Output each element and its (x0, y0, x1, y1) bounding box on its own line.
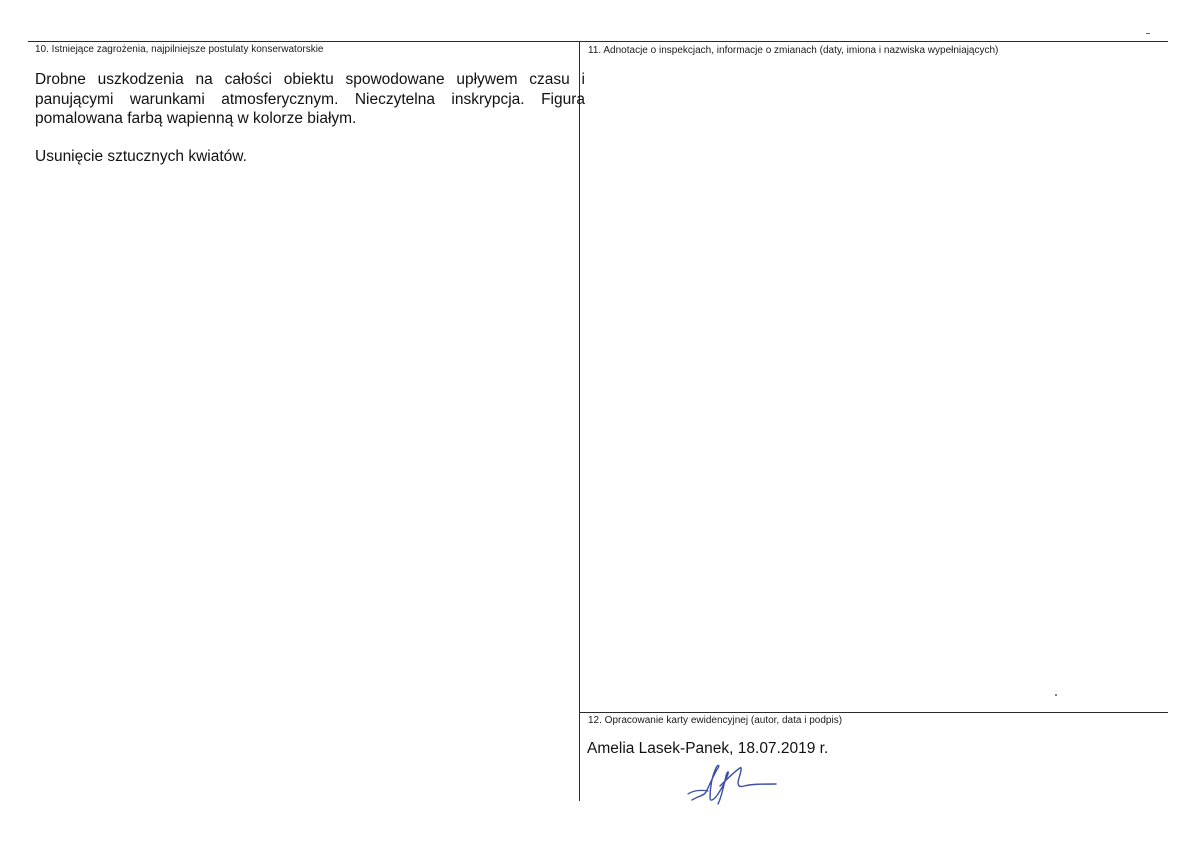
column-divider-line (579, 41, 580, 801)
section-10-paragraph: Drobne uszkodzenia na całości obiektu spowodowane upływem czasu i panującymi warunkami atmosferycznym. Nieczytelna inskrypcja. Figura pomalowana farbą wapienną w kolorze białym. (35, 71, 585, 127)
scan-speck (1055, 694, 1057, 696)
section-12-top-line (579, 712, 1168, 713)
signature-mark (684, 760, 784, 806)
section-12-label: 12. Opracowanie karty ewidencyjnej (autor, data i podpis) (588, 715, 843, 726)
section-10-postulate: Usunięcie sztucznych kwiatów. (35, 148, 247, 165)
signature-stroke (720, 768, 776, 787)
scan-speck (1146, 33, 1150, 34)
section-10-label: 10. Istniejące zagrożenia, najpilniejsze postulaty konserwatorskie (35, 44, 324, 55)
signature-stroke (692, 765, 728, 804)
top-border-line (28, 41, 1168, 42)
section-11-label: 11. Adnotacje o inspekcjach, informacje o zmianach (daty, imiona i nazwiska wypełniających) (588, 45, 999, 56)
author-line: Amelia Lasek-Panek, 18.07.2019 r. (587, 740, 829, 757)
